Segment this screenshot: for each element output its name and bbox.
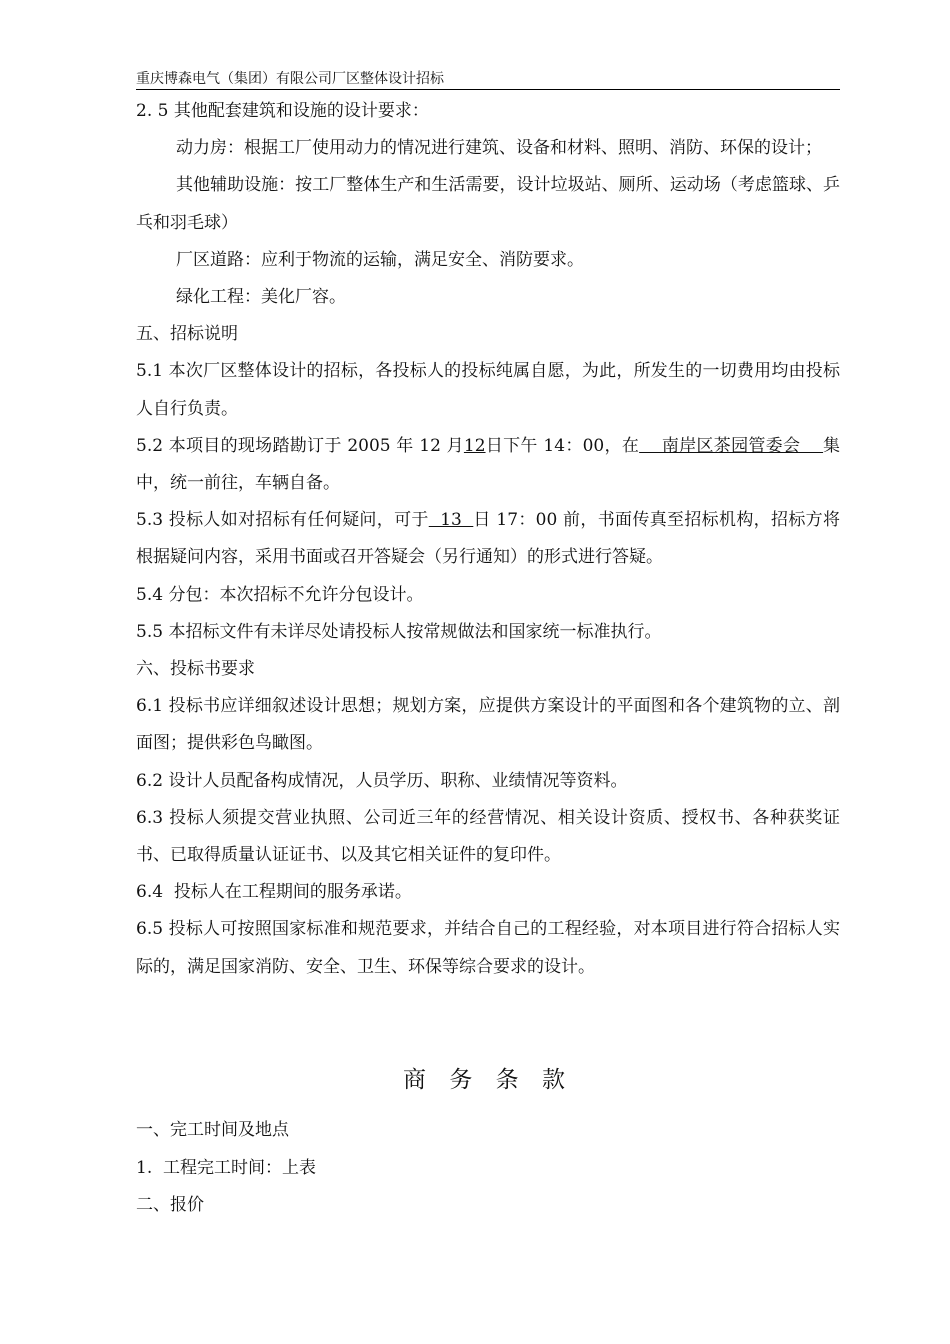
section-heading: 一、完工时间及地点	[136, 1120, 289, 1140]
clause	[136, 502, 840, 576]
subsection-heading: 2. 5 其他配套建筑和设施的设计要求：	[136, 101, 429, 121]
clause-text: 5.2 本项目的现场踏勘订于 2005 年 12 月	[136, 435, 464, 456]
clause: 6.1 投标书应详细叙述设计思想；规划方案，应提供方案设计的平面图和各个建筑物的立、剖面图；提供彩色鸟瞰图。	[136, 696, 840, 754]
document-body	[136, 93, 840, 986]
clause: 6.4 投标人在工程期间的服务承诺。	[136, 882, 412, 903]
clause: 6.3 投标人须提交营业执照、公司近三年的经营情况、相关设计资质、授权书、各种获奖证书、已取得质量认证证书、以及其它相关证件的复印件。	[136, 807, 840, 866]
paragraph: 绿化工程：美化厂容。	[176, 287, 346, 308]
page-header: 重庆博森电气（集团）有限公司厂区整体设计招标	[136, 70, 840, 90]
clause	[136, 428, 840, 502]
underlined-day: 13	[428, 510, 474, 531]
underlined-day: 12	[463, 435, 486, 456]
clause: 5.5 本招标文件有未详尽处请投标人按常规做法和国家统一标准执行。	[136, 621, 662, 642]
clause: 6.5 投标人可按照国家标准和规范要求，并结合自己的工程经验，对本项目进行符合招标人实际的，满足国家消防、安全、卫生、环保等综合要求的设计。	[136, 919, 840, 977]
clause: 6.2 设计人员配备构成情况，人员学历、职称、业绩情况等资料。	[136, 770, 628, 791]
commercial-terms	[136, 1112, 840, 1225]
paragraph: 其他辅助设施：按工厂整体生产和生活需要，设计垃圾站、厕所、运动场（考虑篮球、乒乓和羽毛球）	[136, 175, 840, 233]
clause-text: 5.3 投标人如对招标有任何疑问，可于	[136, 510, 429, 531]
clause: 5.4 分包：本次招标不允许分包设计。	[136, 584, 424, 605]
section-title: 商 务 条 款	[403, 1067, 573, 1093]
clause-text: 日 17：00 前，书面传真至招标机构，招标方将根据疑问内容，采用书面或召开答疑会（另行通知）的形式进行答疑。	[136, 510, 840, 568]
section-heading: 六、投标书要求	[136, 659, 255, 680]
clause-text: 日下午 14：00，在	[485, 435, 640, 456]
clause-text: 集中，统一前往，车辆自备。	[136, 435, 841, 494]
clause: 1. 工程完工时间：上表	[136, 1157, 317, 1178]
section-heading: 二、报价	[136, 1195, 204, 1215]
section-heading: 五、招标说明	[136, 324, 238, 345]
underlined-location: 南岸区茶园管委会	[639, 435, 824, 456]
paragraph: 厂区道路：应利于物流的运输，满足安全、消防要求。	[176, 249, 584, 270]
paragraph: 动力房：根据工厂使用动力的情况进行建筑、设备和材料、照明、消防、环保的设计；	[176, 138, 822, 159]
clause: 5.1 本次厂区整体设计的招标，各投标人的投标纯属自愿，为此，所发生的一切费用均由投标人自行负责。	[136, 361, 840, 419]
